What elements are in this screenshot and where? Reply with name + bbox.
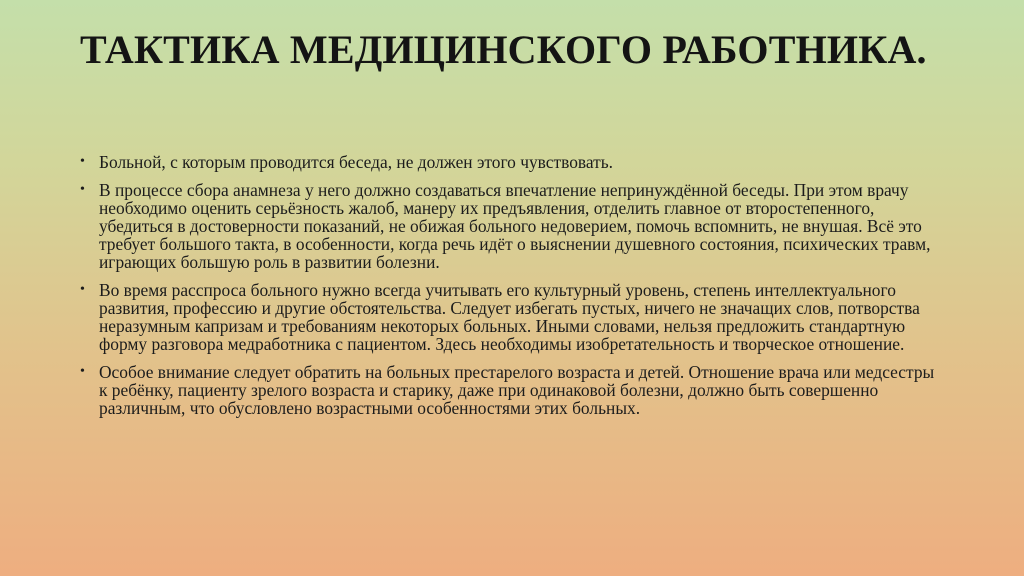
bullet-text: В процессе сбора анамнеза у него должно создаваться впечатление непринуждённой беседы. При этом врачу необходимо оценить серьёзность жалоб, манеру их предъявления, отделить главное от второстепенного, убедиться в достоверности показаний, не обижая больного недоверием, помочь вспомнить, не внушая. Всё это требует большого такта, в особенности, когда речь идёт о выяснении душевного состояния, психических травм, играющих большую роль в развитии болезни. <box>99 180 931 272</box>
bullet-text: Во время расспроса больного нужно всегда учитывать его культурный уровень, степень интеллектуального развития, профессию и другие обстоятельства. Следует избегать пустых, ничего не значащих слов, потворства неразумным капризам и требованиям некоторых больных. Иными словами, нельзя предложить стандартную форму разговора медработника с пациентом. Здесь необходимы изобретательность и творческое отношение. <box>99 280 920 354</box>
bullet-text: Больной, с которым проводится беседа, не должен этого чувствовать. <box>99 152 614 172</box>
bullet-dot-icon: • <box>80 364 85 379</box>
bullet-dot-icon: • <box>80 154 85 169</box>
bullet-item <box>80 181 940 271</box>
bullet-dot-icon: • <box>80 182 85 197</box>
bullet-text: Особое внимание следует обратить на больных престарелого возраста и детей. Отношение врача или медсестры к ребёнку, пациенту зрелого возраста и старику, даже при одинаковой болезни, должно быть совершенно различным, что обусловлено возрастными особенностями этих больных. <box>99 362 935 418</box>
bullet-list <box>80 153 940 427</box>
bullet-item <box>80 153 940 171</box>
bullet-item <box>80 363 940 417</box>
slide-title: ТАКТИКА МЕДИЦИНСКОГО РАБОТНИКА. <box>80 27 927 72</box>
bullet-dot-icon: • <box>80 282 85 297</box>
bullet-item <box>80 281 940 353</box>
